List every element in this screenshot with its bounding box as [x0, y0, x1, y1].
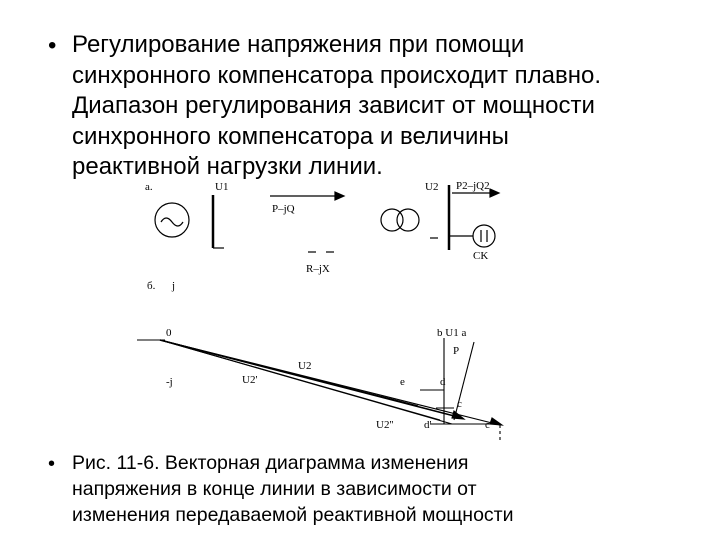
- label-u2-vector: U2: [298, 360, 312, 372]
- label-p: P: [453, 345, 460, 357]
- label-p2-jq2: P2–jQ2: [456, 180, 490, 192]
- label-u2-dprime: U2'': [376, 419, 394, 431]
- label-minus-j: -j: [166, 376, 173, 388]
- label-zero: 0: [166, 327, 172, 339]
- label-c-prime: c': [485, 419, 492, 431]
- label-u2: U2: [425, 181, 439, 193]
- paragraph-line: реактивной нагрузки линии.: [72, 153, 383, 180]
- pq-arrow-head: [335, 192, 344, 200]
- transformer-icon-2: [397, 209, 419, 231]
- label-d-prime: d': [424, 419, 432, 431]
- caption-line: напряжения в конце линии в зависимости от: [72, 478, 477, 500]
- caption-bullet-marker: •: [48, 453, 56, 475]
- label-part-b: б.: [147, 280, 156, 292]
- label-part-a: а.: [145, 181, 153, 193]
- circuit-scheme: [155, 185, 499, 252]
- generator-icon: [155, 203, 189, 237]
- diagram-labels: [145, 180, 492, 431]
- label-j: j: [172, 280, 176, 292]
- label-u2-prime: U2': [242, 374, 258, 386]
- label-e: e: [400, 376, 405, 388]
- vector-lines: [137, 338, 502, 442]
- paragraph-line: синхронного компенсатора и величины: [72, 122, 509, 150]
- p2q2-arrow-head: [490, 189, 499, 197]
- label-u1: U1: [215, 181, 229, 193]
- figure-caption: [72, 450, 692, 528]
- label-p-jq: P–jQ: [272, 203, 295, 215]
- label-c: c: [457, 398, 462, 410]
- c-prime-vector: [160, 340, 500, 425]
- paragraph-line: Диапазон регулирования зависит от мощности: [72, 92, 595, 119]
- label-b-u1-a: b U1 a: [437, 327, 467, 339]
- u2-dprime-vector: [160, 340, 452, 424]
- bullet-marker: •: [48, 32, 57, 59]
- caption-line: Рис. 11-6. Векторная диаграмма изменения: [72, 452, 469, 474]
- compensator-icon: [473, 225, 495, 247]
- label-d: d: [440, 376, 446, 388]
- label-ck: CK: [473, 250, 489, 262]
- sine-wave-icon: [161, 218, 183, 226]
- paragraph-line: Регулирование напряжения при помощи: [72, 31, 525, 58]
- label-r-jx: R–jX: [306, 263, 330, 275]
- paragraph-line: синхронного компенсатора происходит плавно.: [72, 61, 602, 89]
- caption-line: изменения передаваемой реактивной мощности: [72, 504, 514, 526]
